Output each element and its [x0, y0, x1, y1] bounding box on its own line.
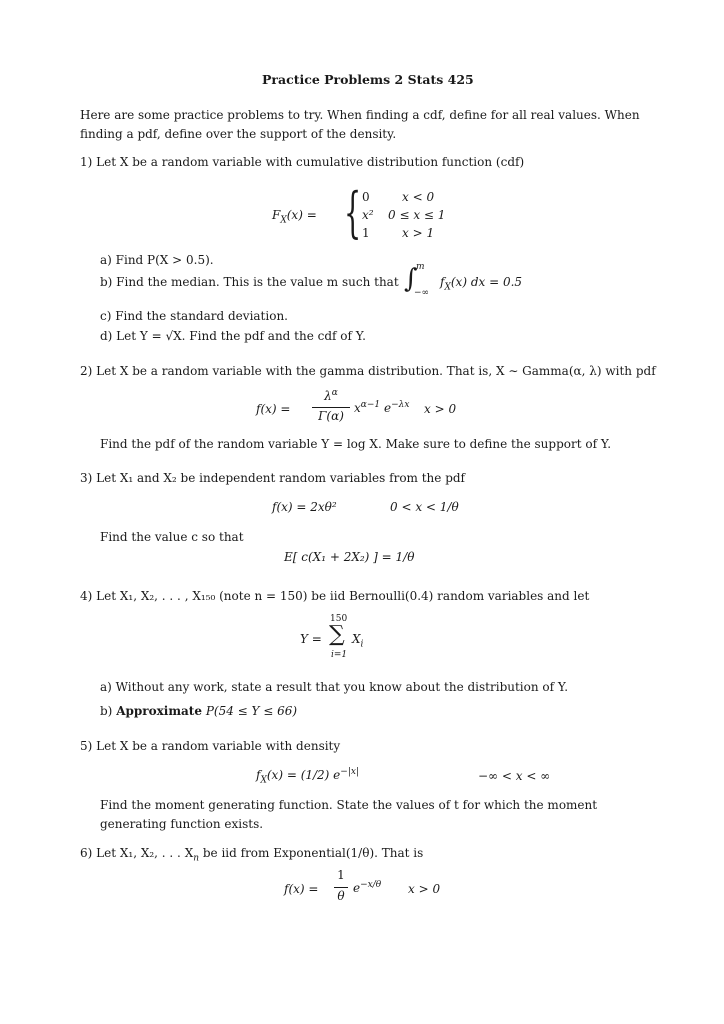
integral-body	[440, 275, 522, 293]
case-1-value: x²	[362, 208, 374, 222]
sum-sigma: ∑	[329, 622, 345, 647]
problem-6-stem-rest: be iid from Exponential(1/θ). That is	[202, 846, 424, 860]
exp-e-sup: −x/θ	[360, 880, 382, 890]
problem-6-stem-sub: n	[193, 853, 200, 864]
problem-1-cdf-equation	[272, 181, 472, 250]
gamma-rest	[354, 400, 409, 415]
problem-5-pdf-sub: X	[260, 775, 267, 786]
problem-3-support: 0 < x < 1/θ	[390, 500, 459, 514]
integral-lower: −∞	[414, 288, 430, 298]
problem-3-stem: 3) Let X₁ and X₂ be independent random variables from the pdf	[80, 471, 466, 485]
case-0-value: 0	[362, 190, 370, 204]
problem-3-find: Find the value c so that	[100, 530, 244, 544]
gamma-support: x > 0	[424, 402, 457, 416]
gamma-numerator	[314, 388, 348, 403]
exp-support: x > 0	[408, 882, 441, 896]
exp-rest	[353, 880, 381, 895]
problem-5-stem: 5) Let X be a random variable with density	[80, 739, 341, 753]
exp-denominator: θ	[337, 889, 345, 903]
integral-body-f: f	[440, 275, 445, 289]
problem-4-stem: 4) Let X₁, X₂, . . . , X₁₅₀ (note n = 150) be iid Bernoulli(0.4) random variables and let	[80, 589, 590, 603]
problem-5-support: −∞ < x < ∞	[478, 769, 551, 783]
median-integral	[400, 262, 560, 306]
cdf-lhs-sub: X	[280, 215, 287, 226]
problem-4a: a) Without any work, state a result that you know about the distribution of Y.	[100, 680, 569, 694]
problem-1b: b) Find the median. This is the value m such that	[100, 275, 399, 289]
problem-5-pdf-sup: −|x|	[340, 767, 359, 777]
problem-5-pdf	[256, 767, 359, 786]
sum-body	[352, 632, 363, 650]
exp-e: e	[353, 881, 361, 895]
sum-body-sub: i	[360, 639, 364, 650]
problem-1a: a) Find P(X > 0.5).	[100, 253, 214, 267]
problem-5-pdf-rest: (x) = (1/2) e	[266, 768, 341, 782]
case-1-cond: 0 ≤ x ≤ 1	[388, 208, 446, 222]
gamma-lhs: f(x) =	[256, 402, 291, 416]
gamma-x-sup: α−1	[360, 400, 381, 410]
sum-body-x: X	[352, 632, 361, 646]
integral-body-rest: (x) dx = 0.5	[450, 275, 523, 289]
problem-4b-rest: P(54 ≤ Y ≤ 66)	[205, 704, 298, 718]
gamma-x: x	[354, 401, 361, 415]
exponential-pdf-equation	[284, 870, 484, 910]
integral-sign: ∫	[404, 264, 418, 294]
cdf-lhs	[272, 208, 317, 226]
sum-upper: 150	[330, 614, 348, 624]
sum-lhs: Y =	[300, 632, 322, 646]
problem-1c: c) Find the standard deviation.	[100, 309, 288, 323]
gamma-fraction-bar	[312, 407, 350, 408]
problem-2-follow: Find the pdf of the random variable Y = log X. Make sure to define the support of Y.	[100, 437, 612, 451]
problem-2-stem: 2) Let X be a random variable with the gamma distribution. That is, X ∼ Gamma(α, λ) with pdf	[80, 364, 656, 378]
problem-4b-prefix: b)	[100, 704, 113, 718]
integral-body-sub: X	[444, 282, 451, 293]
case-2-cond: x > 1	[402, 226, 435, 240]
exp-numerator: 1	[337, 868, 345, 882]
gamma-num-sup: α	[331, 388, 338, 398]
page-title: Practice Problems 2 Stats 425	[262, 72, 474, 87]
problem-3-pdf: f(x) = 2xθ²	[272, 500, 337, 514]
problem-1d: d) Let Y = √X. Find the pdf and the cdf of Y.	[100, 329, 366, 343]
exp-fraction-bar	[334, 887, 348, 888]
case-2-value: 1	[362, 226, 370, 240]
problem-1-stem: 1) Let X be a random variable with cumulative distribution function (cdf)	[80, 155, 525, 169]
cdf-lhs-symbol: F	[272, 208, 281, 222]
gamma-denominator: Γ(α)	[318, 409, 344, 423]
problem-6-stem-main: 6) Let X₁, X₂, . . . X	[80, 846, 194, 860]
sum-lower: i=1	[331, 650, 348, 660]
problem-6-stem	[80, 846, 423, 864]
cases-brace: {	[344, 181, 362, 244]
exp-lhs: f(x) =	[284, 882, 319, 896]
cdf-lhs-arg: (x) =	[286, 208, 317, 222]
intro-paragraph: Here are some practice problems to try. When finding a cdf, define for all real values. When finding a pdf, define over the support of the density.	[80, 108, 640, 141]
integral-upper: m	[416, 262, 425, 272]
sum-equation	[300, 614, 420, 662]
problem-4b-bold: Approximate	[116, 704, 202, 718]
problem-5-follow: Find the moment generating function. State the values of t for which the moment generating function exists.	[100, 798, 598, 831]
gamma-e: e	[383, 401, 392, 415]
problem-5-pdf-f: f	[256, 768, 261, 782]
problem-4b	[100, 704, 297, 718]
gamma-e-sup: −λx	[391, 400, 410, 410]
problem-3-equation: E[ c(X₁ + 2X₂) ] = 1/θ	[284, 550, 415, 564]
case-0-cond: x < 0	[402, 190, 435, 204]
gamma-pdf-equation	[256, 390, 476, 430]
gamma-num-lambda: λ	[324, 389, 332, 403]
